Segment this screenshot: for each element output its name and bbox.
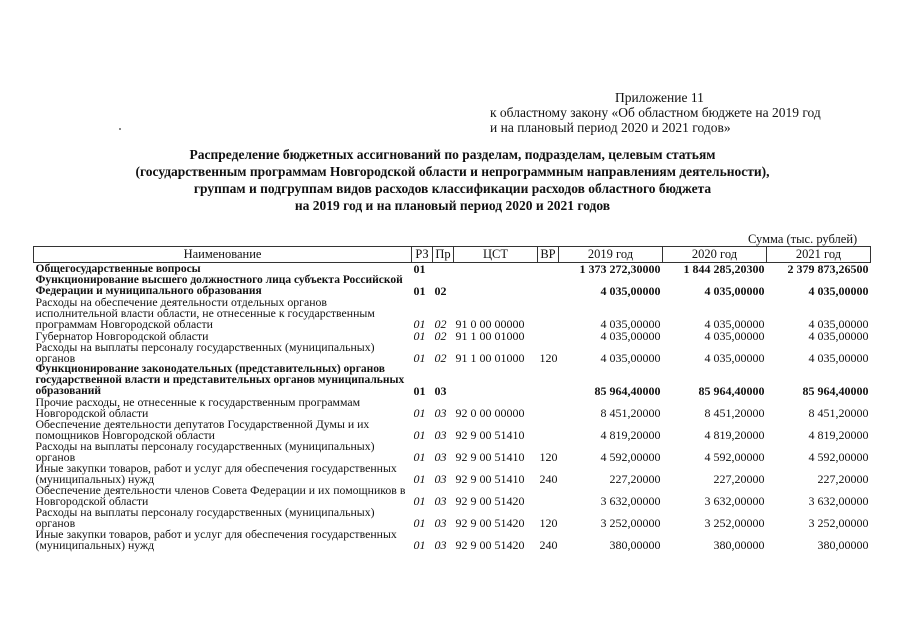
scan-speck	[119, 128, 121, 130]
table-row	[34, 275, 871, 297]
row-rz: 01	[413, 262, 426, 276]
row-vr: 120	[539, 516, 558, 530]
row-amount-2019: 8 451,20000	[600, 406, 661, 420]
appendix-header	[490, 90, 890, 135]
row-vr	[538, 297, 559, 330]
row-amount-2019: 4 035,00000	[600, 329, 661, 343]
row-amount-2019: 4 035,00000	[600, 284, 661, 298]
row-amount-2021: 8 451,20000	[808, 406, 869, 420]
row-cst	[454, 275, 538, 297]
row-name: Обеспечение деятельности депутатов Государственной Думы и их помощников Новгородской области	[35, 417, 370, 442]
row-amount-2021: 4 035,00000	[808, 284, 869, 298]
row-rz: 01	[413, 428, 426, 442]
row-amount-2020: 1 844 285,20300	[683, 262, 765, 276]
row-amount-2021: 4 592,00000	[808, 450, 869, 464]
table-body	[34, 263, 871, 552]
row-cst: 91 0 00 00000	[455, 317, 525, 331]
row-amount-2021: 4 035,00000	[808, 329, 869, 343]
row-name: Губернатор Новгородской области	[35, 329, 209, 343]
row-cst	[454, 364, 538, 397]
table-row	[34, 529, 871, 551]
row-pr: 02	[434, 284, 447, 298]
table-row	[34, 364, 871, 397]
row-rz: 01	[413, 516, 426, 530]
title-line-2: (государственным программам Новгородской области и непрограммным направлениям деятельности),	[135, 164, 770, 179]
row-amount-2020: 4 035,00000	[704, 329, 765, 343]
row-amount-2021: 85 964,40000	[802, 384, 869, 398]
row-cst: 91 1 00 01000	[455, 329, 525, 343]
row-vr: 120	[539, 351, 558, 365]
row-rz: 01	[413, 384, 426, 398]
table-row	[34, 441, 871, 463]
row-vr	[538, 275, 559, 297]
appendix-law-period: и на плановый период 2020 и 2021 годов»	[490, 120, 731, 135]
header-cst: ЦСТ	[454, 247, 538, 263]
row-name: Иные закупки товаров, работ и услуг для обеспечения государственных (муниципальных) нужд	[35, 461, 397, 486]
row-vr	[538, 364, 559, 397]
row-rz: 01	[413, 538, 426, 552]
header-pr: Пр	[433, 247, 454, 263]
appendix-law-reference: к областному закону «Об областном бюджете на 2019 год	[490, 105, 821, 120]
row-pr: 03	[434, 428, 447, 442]
table-row	[34, 419, 871, 441]
row-name: Иные закупки товаров, работ и услуг для обеспечения государственных (муниципальных) нужд	[35, 527, 397, 552]
row-vr	[538, 485, 559, 507]
row-rz: 01	[413, 472, 426, 486]
header-2021: 2021 год	[767, 247, 871, 263]
row-pr: 02	[434, 351, 447, 365]
row-amount-2019: 4 035,00000	[600, 317, 661, 331]
row-pr: 03	[434, 450, 447, 464]
row-vr: 240	[539, 472, 558, 486]
row-rz: 01	[413, 284, 426, 298]
header-2020: 2020 год	[663, 247, 767, 263]
row-rz: 01	[413, 406, 426, 420]
row-name: Расходы на выплаты персоналу государственных (муниципальных) органов	[35, 340, 375, 365]
row-cst: 91 1 00 01000	[455, 351, 525, 365]
title-line-1: Распределение бюджетных ассигнований по разделам, подразделам, целевым статьям	[189, 147, 716, 162]
row-amount-2020: 4 819,20000	[704, 428, 765, 442]
header-2019: 2019 год	[559, 247, 663, 263]
table-row	[34, 342, 871, 364]
title-line-3: группам и подгруппам видов расходов классификации расходов областного бюджета	[193, 181, 712, 196]
row-vr: 120	[539, 450, 558, 464]
row-cst: 92 0 00 00000	[455, 406, 525, 420]
row-pr: 03	[434, 516, 447, 530]
row-amount-2021: 3 252,00000	[808, 516, 869, 530]
appendix-number: Приложение 11	[615, 90, 704, 105]
row-name: Расходы на выплаты персоналу государственных (муниципальных) органов	[35, 505, 375, 530]
table-row	[34, 397, 871, 419]
row-name: Расходы на обеспечение деятельности отдельных органов исполнительной власти области, не отнесенные к государственным программам Новгородской области	[35, 295, 375, 331]
row-name: Расходы на выплаты персоналу государственных (муниципальных) органов	[35, 439, 375, 464]
row-rz: 01	[413, 329, 426, 343]
row-amount-2019: 380,00000	[609, 538, 661, 552]
row-cst: 92 9 00 51410	[455, 428, 525, 442]
row-name: Функционирование законодательных (представительных) органов государственной власти и представительных органов муниципальных образований	[35, 363, 405, 397]
row-amount-2019: 3 252,00000	[600, 516, 661, 530]
row-cst: 92 9 00 51410	[455, 450, 525, 464]
row-rz: 01	[413, 494, 426, 508]
row-name: Общегосударственные вопросы	[35, 263, 201, 275]
units-label: Сумма (тыс. рублей)	[748, 232, 858, 246]
row-amount-2019: 85 964,40000	[594, 384, 661, 398]
document-title	[60, 146, 845, 214]
row-pr: 02	[434, 329, 447, 343]
row-amount-2020: 8 451,20000	[704, 406, 765, 420]
row-amount-2021: 2 379 873,26500	[787, 262, 869, 276]
row-cst: 92 9 00 51420	[455, 516, 525, 530]
row-amount-2019: 1 373 272,30000	[579, 262, 661, 276]
row-amount-2019: 4 035,00000	[600, 351, 661, 365]
title-line-4: на 2019 год и на плановый период 2020 и 2021 годов	[294, 198, 611, 213]
table-row	[34, 463, 871, 485]
row-amount-2020: 4 592,00000	[704, 450, 765, 464]
row-amount-2021: 3 632,00000	[808, 494, 869, 508]
row-pr: 02	[434, 317, 447, 331]
header-rz: РЗ	[412, 247, 433, 263]
row-name: Прочие расходы, не отнесенные к государственным программам Новгородской области	[35, 395, 361, 420]
row-cst: 92 9 00 51410	[455, 472, 525, 486]
row-amount-2019: 4 592,00000	[600, 450, 661, 464]
header-vr: ВР	[538, 247, 559, 263]
row-rz: 01	[413, 351, 426, 365]
row-rz: 01	[413, 450, 426, 464]
header-name: Наименование	[34, 247, 412, 263]
row-amount-2019: 4 819,20000	[600, 428, 661, 442]
row-pr	[433, 263, 454, 276]
row-pr: 03	[434, 538, 447, 552]
row-rz: 01	[413, 317, 426, 331]
row-amount-2020: 4 035,00000	[704, 284, 765, 298]
row-vr	[538, 263, 559, 276]
row-pr: 03	[434, 472, 447, 486]
row-amount-2020: 4 035,00000	[704, 317, 765, 331]
row-cst: 92 9 00 51420	[455, 538, 525, 552]
table-row	[34, 485, 871, 507]
row-amount-2021: 4 819,20000	[808, 428, 869, 442]
row-amount-2021: 4 035,00000	[808, 317, 869, 331]
table-row	[34, 297, 871, 330]
row-vr: 240	[539, 538, 558, 552]
budget-table	[33, 246, 871, 551]
row-amount-2021: 227,20000	[817, 472, 869, 486]
row-cst	[454, 263, 538, 276]
row-vr	[538, 330, 559, 342]
row-pr: 03	[434, 494, 447, 508]
row-amount-2021: 380,00000	[817, 538, 869, 552]
row-vr	[538, 419, 559, 441]
row-amount-2019: 227,20000	[609, 472, 661, 486]
table-row	[34, 507, 871, 529]
row-amount-2020: 85 964,40000	[698, 384, 765, 398]
row-vr	[538, 397, 559, 419]
row-amount-2020: 380,00000	[713, 538, 765, 552]
row-amount-2020: 4 035,00000	[704, 351, 765, 365]
row-amount-2020: 3 632,00000	[704, 494, 765, 508]
row-name: Обеспечение деятельности членов Совета Федерации и их помощников в Новгородской области	[35, 483, 406, 508]
row-pr: 03	[434, 384, 447, 398]
table-header	[34, 247, 871, 263]
row-amount-2020: 227,20000	[713, 472, 765, 486]
row-cst: 92 9 00 51420	[455, 494, 525, 508]
row-amount-2019: 3 632,00000	[600, 494, 661, 508]
row-pr: 03	[434, 406, 447, 420]
row-amount-2020: 3 252,00000	[704, 516, 765, 530]
row-name: Функционирование высшего должностного лица субъекта Российской Федерации и муниципального образования	[35, 274, 403, 297]
row-amount-2021: 4 035,00000	[808, 351, 869, 365]
